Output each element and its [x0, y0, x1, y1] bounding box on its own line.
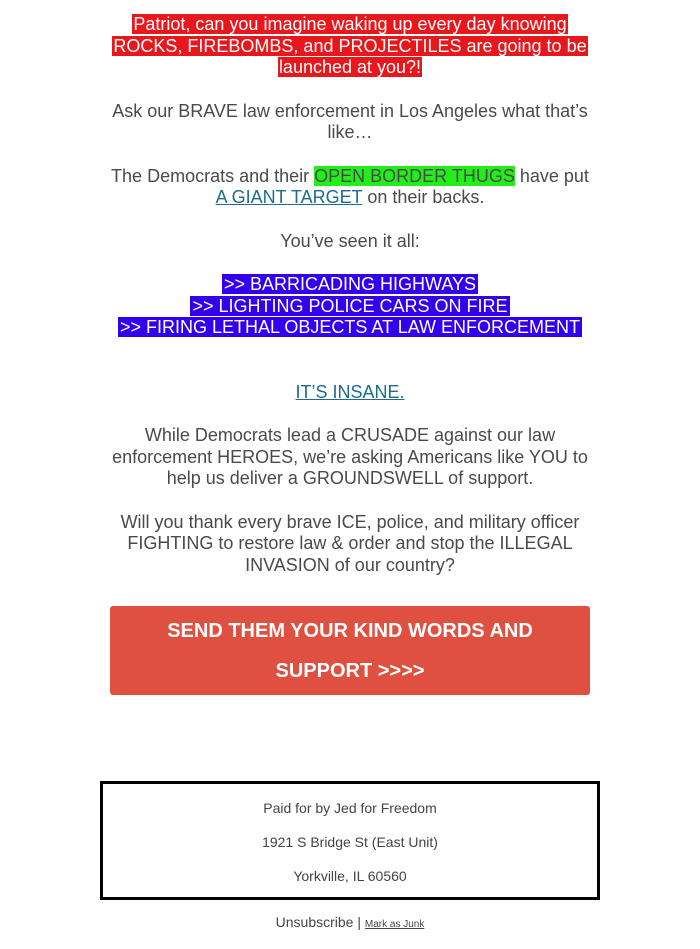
- intro-text: Ask our BRAVE law enforcement in Los Angeles what that’s like…: [112, 100, 588, 142]
- target-prefix: The Democrats and their: [111, 165, 310, 186]
- crusade-paragraph: While Democrats lead a CRUSADE against our law enforcement HEROES, we’re asking Americans like YOU to help us deliver a GROUNDSWELL of support.: [112, 425, 588, 488]
- target-suffix: on their backs.: [367, 187, 485, 207]
- its-insane-link[interactable]: IT’S INSANE.: [295, 381, 405, 402]
- send-support-button[interactable]: [110, 606, 590, 695]
- target-middle: have put: [519, 165, 589, 186]
- headline-line-3: launched at you?!: [278, 57, 422, 77]
- paid-for-text: Paid for by Jed for Freedom: [263, 800, 437, 816]
- insane-paragraph: [110, 382, 590, 404]
- giant-target-link[interactable]: A GIANT TARGET: [215, 187, 363, 207]
- thank-paragraph: Will you thank every brave ICE, police, and military officer FIGHTING to restore law & order and stop the ILLEGAL INVASION of our country?: [120, 511, 580, 575]
- address-line-1: 1921 S Bridge St (East Unit): [262, 834, 438, 850]
- address-line-2: Yorkville, IL 60560: [293, 868, 407, 884]
- bullet-item: >> BARRICADING HIGHWAYS: [223, 274, 477, 294]
- headline: [110, 14, 590, 79]
- bullet-item: >> FIRING LETHAL OBJECTS AT LAW ENFORCEMENT: [119, 317, 581, 337]
- headline-line-2: ROCKS, FIREBOMBS, and PROJECTILES are going to be: [113, 35, 587, 56]
- email-body: [110, 14, 590, 598]
- unsubscribe-link[interactable]: Unsubscribe: [275, 914, 354, 930]
- cta-line-1: SEND THEM YOUR KIND WORDS AND: [167, 620, 533, 642]
- seen-all-text: You’ve seen it all:: [280, 230, 420, 251]
- cta-line-2: SUPPORT >>>>: [275, 660, 425, 682]
- footer-separator: |: [357, 914, 361, 930]
- mark-as-junk-link[interactable]: Mark as Junk: [364, 919, 425, 930]
- footer-links: [0, 914, 700, 930]
- open-border-thugs-highlight: OPEN BORDER THUGS: [314, 165, 515, 186]
- disclaimer-box: [100, 781, 600, 900]
- bullet-list: [110, 274, 590, 339]
- target-paragraph: [110, 166, 590, 209]
- bullet-item: >> LIGHTING POLICE CARS ON FIRE: [192, 295, 508, 316]
- headline-line-1: Patriot, can you imagine waking up every day knowing: [133, 14, 567, 34]
